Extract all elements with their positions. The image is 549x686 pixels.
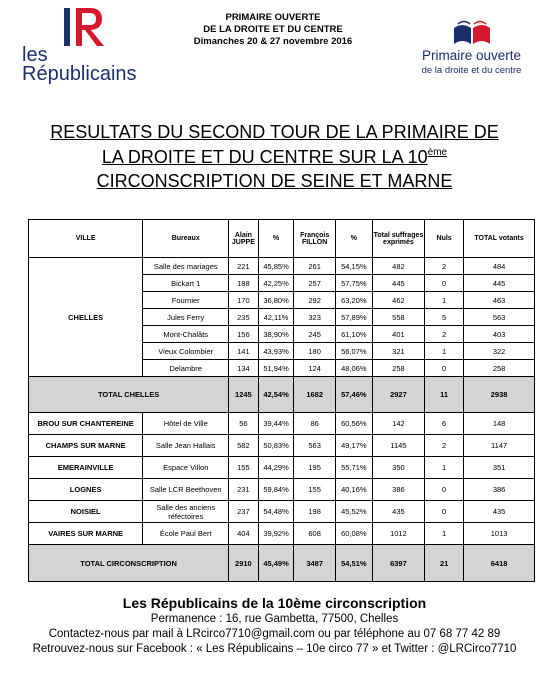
cell: 155	[229, 457, 258, 479]
cell: 148	[464, 413, 535, 435]
cell: 195	[294, 457, 335, 479]
cell: 39,92%	[258, 523, 294, 545]
cell: 134	[229, 360, 258, 377]
table-row-total-circonscription	[29, 545, 535, 582]
cell: 60,08%	[335, 523, 372, 545]
cell: 57,75%	[335, 275, 372, 292]
cell: Delambre	[143, 360, 229, 377]
primaire-logo-line-1: Primaire ouverte	[421, 48, 522, 63]
footer	[0, 594, 549, 657]
header-pct-juppe: %	[258, 220, 294, 258]
table-row	[29, 457, 535, 479]
title-superscript: ème	[427, 146, 448, 158]
cell: 2938	[464, 377, 535, 413]
table-row	[29, 523, 535, 545]
cell: 49,17%	[335, 435, 372, 457]
cell: 1147	[464, 435, 535, 457]
cell: Vieux Colombier	[143, 343, 229, 360]
cell: 141	[229, 343, 258, 360]
header-juppe: Alain JUPPE	[229, 220, 258, 258]
cell: 245	[294, 326, 335, 343]
cell: 237	[229, 501, 258, 523]
cell: 57,89%	[335, 309, 372, 326]
header-pct-fillon: %	[335, 220, 372, 258]
les-republicains-logo	[18, 6, 148, 84]
cell: Salle des mariages	[143, 258, 229, 275]
cell: Salle LCR Beethoven	[143, 479, 229, 501]
title-line-2: LA DROITE ET DU CENTRE SUR LA 10	[101, 146, 428, 167]
cell: 257	[294, 275, 335, 292]
header-line-2: DE LA DROITE ET DU CENTRE	[203, 24, 343, 35]
cell: 322	[464, 343, 535, 360]
cell: 48,06%	[335, 360, 372, 377]
cell: 2927	[372, 377, 424, 413]
footer-social: Retrouvez-nous sur Facebook : « Les Républicains – 10e circo 77 » et Twitter : @LRCirco7710	[32, 643, 517, 655]
cell: 435	[464, 501, 535, 523]
cell: 386	[372, 479, 424, 501]
cell: 0	[425, 360, 464, 377]
cell: 2	[425, 326, 464, 343]
header-ville: VILLE	[29, 220, 143, 258]
cell: 42,54%	[258, 377, 294, 413]
cell: 42,25%	[258, 275, 294, 292]
lr-monogram-icon	[62, 6, 112, 50]
cell: 323	[294, 309, 335, 326]
header-exprimes: Total suffrages exprimés	[372, 220, 424, 258]
cell: 45,52%	[335, 501, 372, 523]
cell: Bickart 1	[143, 275, 229, 292]
header-center-text	[168, 12, 378, 48]
cell-ville: BROU SUR CHANTEREINE	[29, 413, 143, 435]
cell: 292	[294, 292, 335, 309]
cell: Hôtel de Ville	[143, 413, 229, 435]
cell: 404	[229, 523, 258, 545]
cell: 63,20%	[335, 292, 372, 309]
cell: 86	[294, 413, 335, 435]
table-row	[29, 258, 535, 275]
page-title	[18, 120, 531, 194]
cell: 38,90%	[258, 326, 294, 343]
cell: 45,85%	[258, 258, 294, 275]
cell: 231	[229, 479, 258, 501]
cell: 188	[229, 275, 258, 292]
cell: 435	[372, 501, 424, 523]
cell: 258	[372, 360, 424, 377]
cell: 6397	[372, 545, 424, 582]
cell: 1	[425, 343, 464, 360]
cell: 321	[372, 343, 424, 360]
table-row	[29, 501, 535, 523]
header-line-1: PRIMAIRE OUVERTE	[225, 12, 321, 23]
cell: 1	[425, 523, 464, 545]
cell: 40,16%	[335, 479, 372, 501]
title-line-3: CIRCONSCRIPTION DE SEINE ET MARNE	[96, 171, 453, 191]
cell: École Paul Bert	[143, 523, 229, 545]
cell: 21	[425, 545, 464, 582]
cell: 42,11%	[258, 309, 294, 326]
cell: 2	[425, 435, 464, 457]
cell: 1682	[294, 377, 335, 413]
cell: 563	[294, 435, 335, 457]
cell: 39,44%	[258, 413, 294, 435]
header-bureaux: Bureaux	[143, 220, 229, 258]
footer-heading: Les Républicains de la 10ème circonscription	[122, 595, 427, 611]
results-table	[28, 219, 535, 582]
cell-ville-chelles: CHELLES	[29, 258, 143, 377]
header-fillon: François FILLON	[294, 220, 335, 258]
cell: 403	[464, 326, 535, 343]
open-book-icon	[452, 18, 492, 46]
cell: 54,51%	[335, 545, 372, 582]
cell: 1013	[464, 523, 535, 545]
cell: 351	[464, 457, 535, 479]
cell-ville: LOGNES	[29, 479, 143, 501]
cell: 36,80%	[258, 292, 294, 309]
cell: 462	[372, 292, 424, 309]
cell-grand-total-label: TOTAL CIRCONSCRIPTION	[29, 545, 229, 582]
cell-ville: NOISIEL	[29, 501, 143, 523]
cell: 50,83%	[258, 435, 294, 457]
cell: 482	[372, 258, 424, 275]
cell: 155	[294, 479, 335, 501]
cell: 43,93%	[258, 343, 294, 360]
cell: 350	[372, 457, 424, 479]
cell: 582	[229, 435, 258, 457]
cell-total-label: TOTAL CHELLES	[29, 377, 229, 413]
cell-ville: CHAMPS SUR MARNE	[29, 435, 143, 457]
cell: Salle Jean Hallais	[143, 435, 229, 457]
cell: 59,84%	[258, 479, 294, 501]
cell: 124	[294, 360, 335, 377]
cell: 60,56%	[335, 413, 372, 435]
cell: 1145	[372, 435, 424, 457]
cell: 142	[372, 413, 424, 435]
cell-ville: VAIRES SUR MARNE	[29, 523, 143, 545]
cell: 445	[464, 275, 535, 292]
cell: 0	[425, 275, 464, 292]
cell: 56,07%	[335, 343, 372, 360]
cell: 3487	[294, 545, 335, 582]
cell: Fournier	[143, 292, 229, 309]
cell: 1	[425, 292, 464, 309]
table-row	[29, 413, 535, 435]
table-row	[29, 435, 535, 457]
cell: 56	[229, 413, 258, 435]
logo-text-les: les	[22, 44, 48, 66]
cell: 5	[425, 309, 464, 326]
logo-text-republicains: Républicains	[22, 63, 137, 85]
cell: 1	[425, 457, 464, 479]
cell: 608	[294, 523, 335, 545]
cell: 11	[425, 377, 464, 413]
cell: 445	[372, 275, 424, 292]
cell: 563	[464, 309, 535, 326]
cell-ville: EMERAINVILLE	[29, 457, 143, 479]
cell: 235	[229, 309, 258, 326]
cell: Jules Ferry	[143, 309, 229, 326]
cell: 386	[464, 479, 535, 501]
cell: 6	[425, 413, 464, 435]
footer-address: Permanence : 16, rue Gambetta, 77500, Chelles	[150, 613, 399, 625]
cell: 258	[464, 360, 535, 377]
cell: 61,10%	[335, 326, 372, 343]
header-nuls: Nuls	[425, 220, 464, 258]
cell: 0	[425, 479, 464, 501]
cell: Espace Villon	[143, 457, 229, 479]
primaire-ouverte-logo	[404, 18, 539, 82]
title-line-1: RESULTATS DU SECOND TOUR DE LA PRIMAIRE DE	[50, 122, 499, 142]
table-row	[29, 479, 535, 501]
footer-contact: Contactez-nous par mail à LRcirco7710@gmail.com ou par téléphone au 07 68 77 42 89	[48, 628, 501, 640]
cell: 51,94%	[258, 360, 294, 377]
cell: Mont-Chalâts	[143, 326, 229, 343]
cell: 558	[372, 309, 424, 326]
cell: 2910	[229, 545, 258, 582]
cell: 463	[464, 292, 535, 309]
cell: 57,46%	[335, 377, 372, 413]
cell: 221	[229, 258, 258, 275]
header-line-3: Dimanches 20 & 27 novembre 2016	[193, 36, 353, 47]
cell: 170	[229, 292, 258, 309]
cell: 156	[229, 326, 258, 343]
cell: 484	[464, 258, 535, 275]
cell: 1012	[372, 523, 424, 545]
cell: 1245	[229, 377, 258, 413]
primaire-logo-line-2: de la droite et du centre	[421, 65, 522, 76]
cell: 44,29%	[258, 457, 294, 479]
cell: 0	[425, 501, 464, 523]
header-votants: TOTAL votants	[464, 220, 535, 258]
table-header-row	[29, 220, 535, 258]
cell: 198	[294, 501, 335, 523]
cell: 180	[294, 343, 335, 360]
cell: 45,49%	[258, 545, 294, 582]
cell: 55,71%	[335, 457, 372, 479]
cell: 54,48%	[258, 501, 294, 523]
cell: 6418	[464, 545, 535, 582]
cell: 54,15%	[335, 258, 372, 275]
cell: Salle des anciens réfectoires	[143, 501, 229, 523]
cell: 2	[425, 258, 464, 275]
table-row-total-chelles	[29, 377, 535, 413]
cell: 261	[294, 258, 335, 275]
cell: 401	[372, 326, 424, 343]
